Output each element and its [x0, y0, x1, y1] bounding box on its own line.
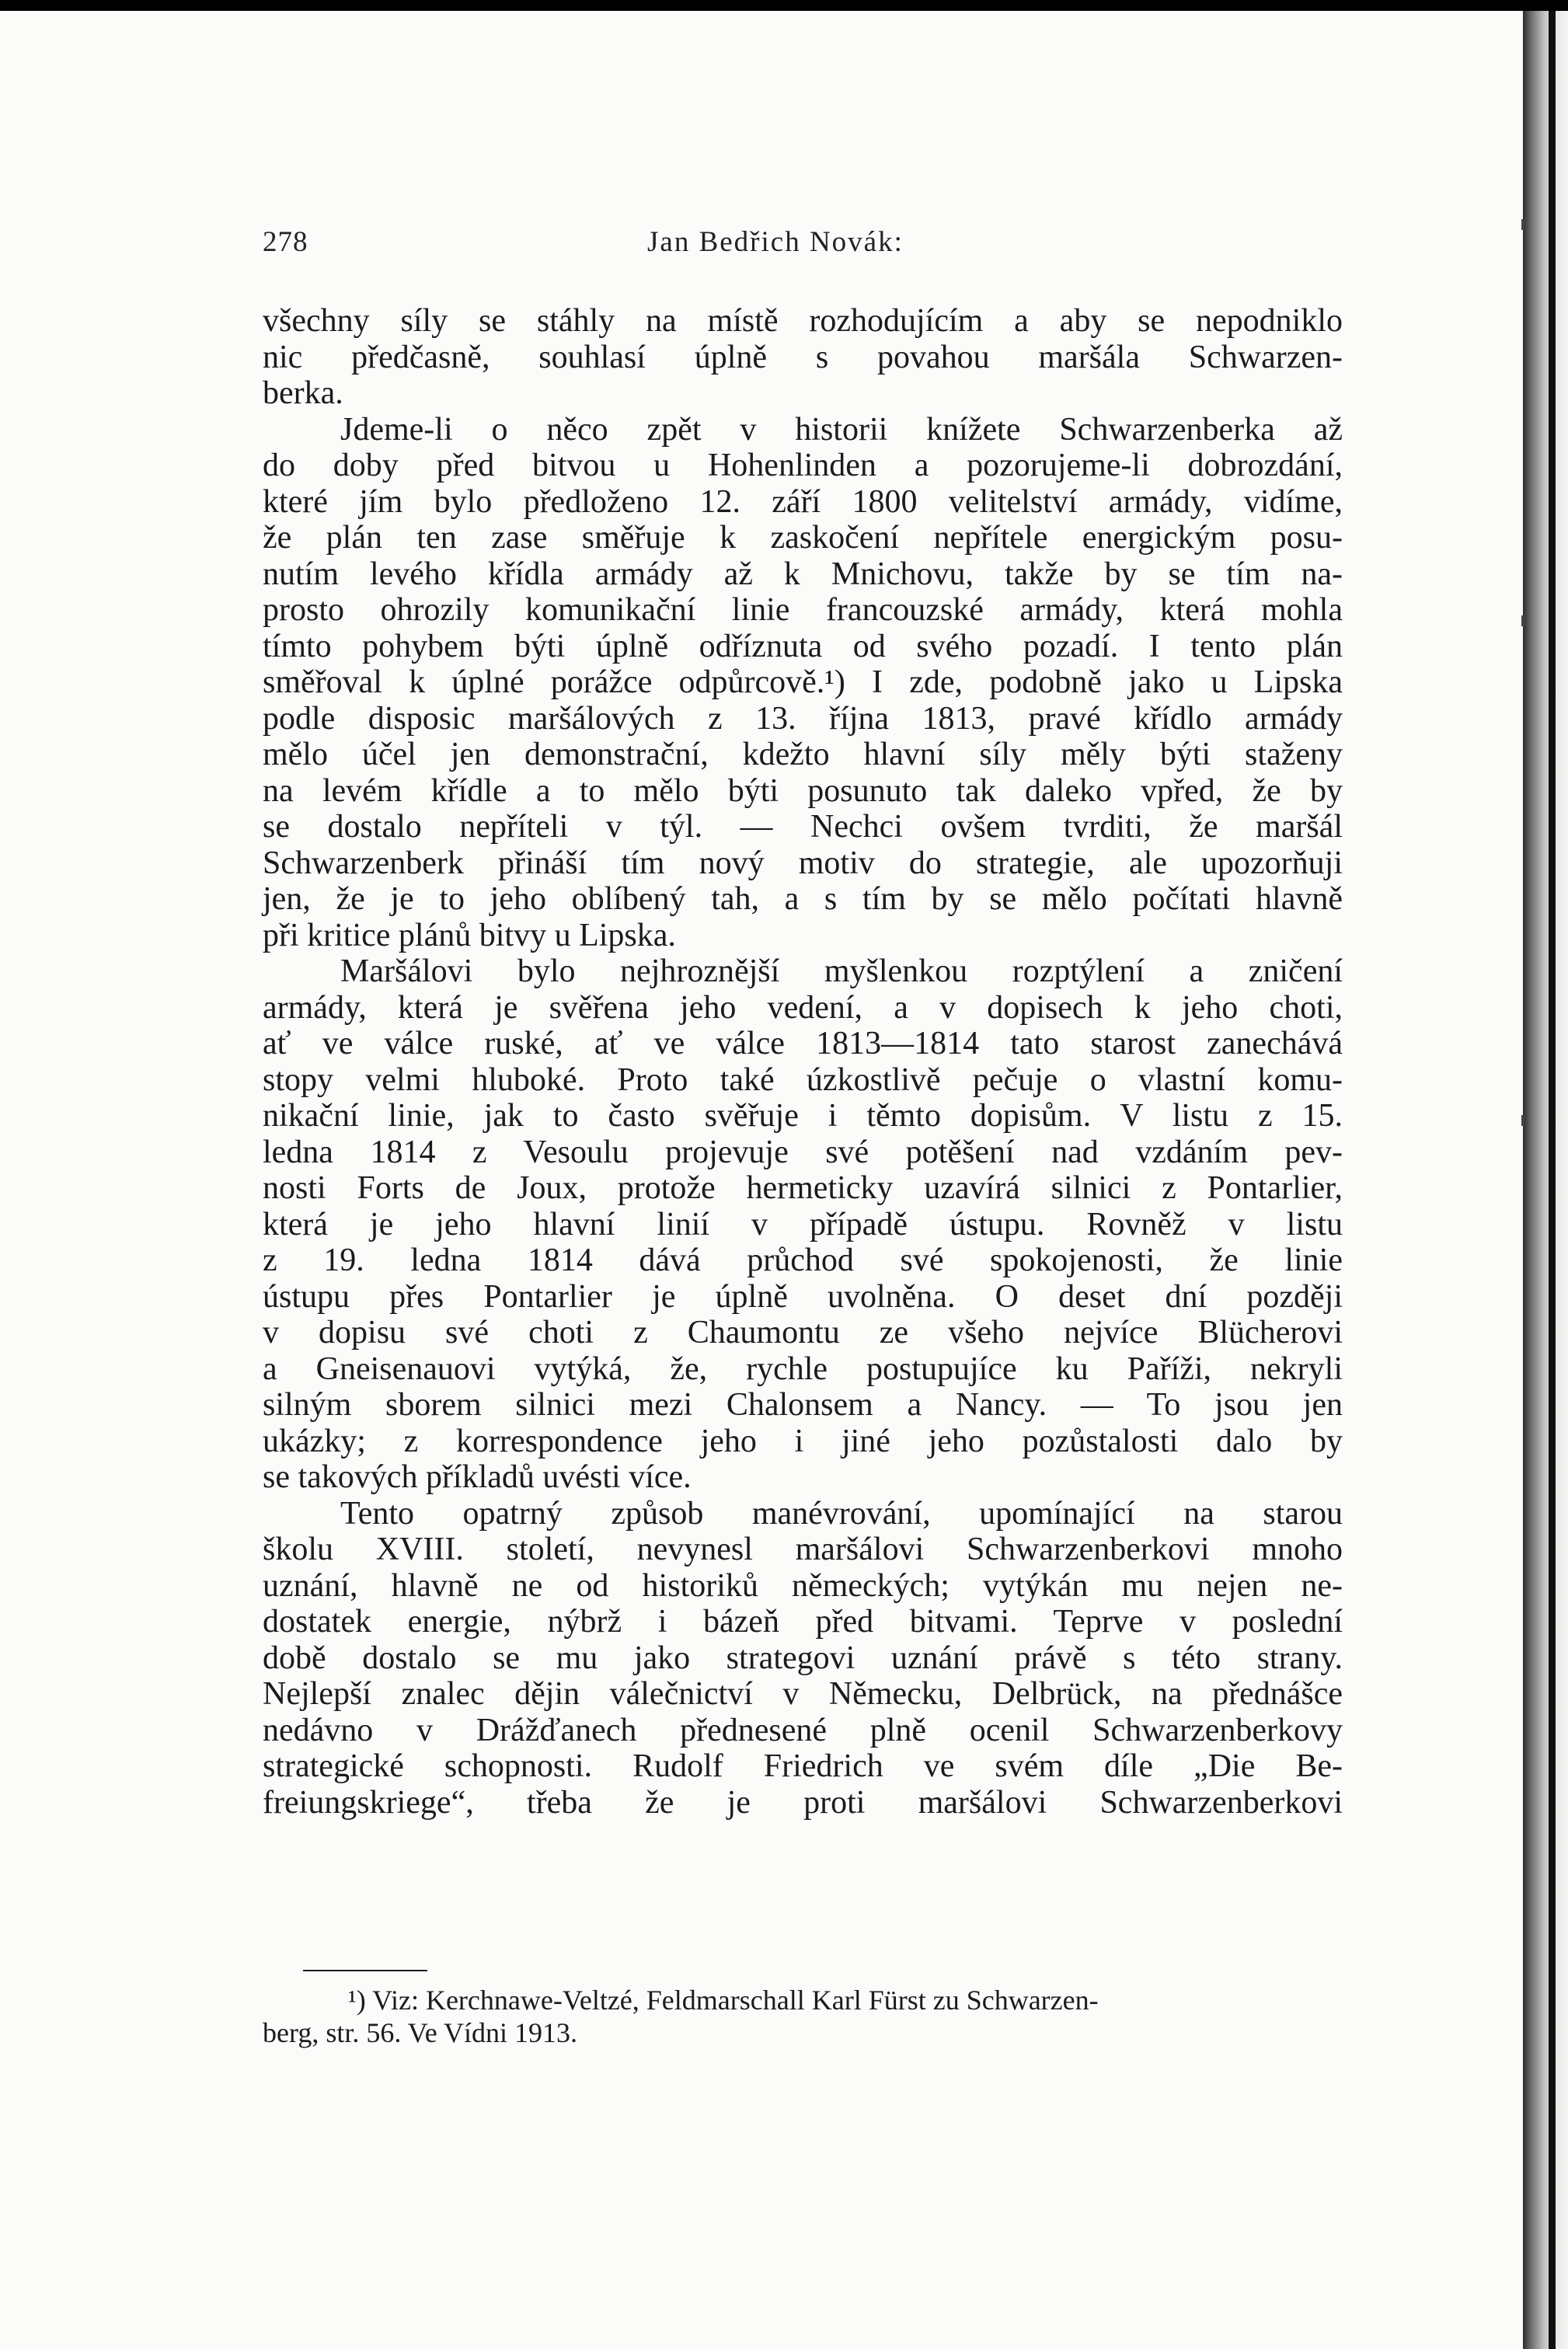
margin-mark	[1521, 219, 1524, 230]
text-line: dostatek energie, nýbrž i bázeň před bitvami. Teprve v poslední	[263, 1604, 1343, 1640]
binding-strip	[1549, 11, 1556, 2349]
text-line: nutím levého křídla armády až k Mnichovu, takže by se tím na-	[263, 556, 1343, 592]
footnote-divider	[303, 1970, 427, 1971]
text-line: do doby před bitvou u Hohenlinden a pozorujeme-li dobrozdání,	[263, 448, 1343, 483]
text-line: ledna 1814 z Vesoulu projevuje své potěšení nad vzdáním pev-	[263, 1134, 1343, 1170]
text-line: armády, která je svěřena jeho vedení, a v dopisech k jeho choti,	[263, 989, 1343, 1026]
text-line: strategické schopnosti. Rudolf Friedrich ve svém díle „Die Be-	[263, 1748, 1343, 1784]
text-line: která je jeho hlavní linií v případě ústupu. Rovněž v listu	[263, 1206, 1343, 1242]
paragraph-start: Maršálovi bylo nejhroznější myšlenkou rozptýlení a zničení	[340, 953, 1343, 989]
text-line: stopy velmi hluboké. Proto také úzkostlivě pečuje o vlastní komu-	[263, 1061, 1343, 1098]
text-line: freiungskriege“, třeba že je proti maršálovi Schwarzenberkovi	[263, 1784, 1343, 1821]
text-line: ať ve válce ruské, ať ve válce 1813—1814 tato starost zanechává	[263, 1026, 1343, 1061]
page-number: 278	[263, 226, 308, 258]
footnote-line: berg, str. 56. Ve Vídni 1913.	[263, 2017, 578, 2048]
text-line: nosti Forts de Joux, protože hermeticky uzavírá silnici z Pontarlier,	[263, 1170, 1343, 1206]
running-title: Jan Bedřich Novák:	[647, 226, 904, 258]
text-line: prosto ohrozily komunikační linie francouzské armády, která mohla	[263, 592, 1343, 628]
text-line: že plán ten zase směřuje k zaskočení nepřítele energickým posu-	[263, 520, 1343, 556]
text-line: mělo účel jen demonstrační, kdežto hlavní síly měly býti staženy	[263, 737, 1343, 772]
text-line: nikační linie, jak to často svěřuje i těmto dopisům. V listu z 15.	[263, 1098, 1343, 1134]
text-line: podle disposic maršálových z 13. října 1813, pravé křídlo armády	[263, 700, 1343, 737]
text-line: školu XVIII. století, nevynesl maršálovi Schwarzenberkovi mnoho	[263, 1532, 1343, 1567]
text-line: jen, že je to jeho oblíbený tah, a s tím by se mělo počítati hlavně	[263, 881, 1343, 917]
text-line: ukázky; z korrespondence jeho i jiné jeho pozůstalosti dalo by	[263, 1423, 1343, 1459]
text-line: ústupu přes Pontarlier je úplně uvolněna. O deset dní později	[263, 1278, 1343, 1315]
text-line: směřoval k úplné porážce odpůrcově.¹) I zde, podobně jako u Lipska	[263, 664, 1343, 700]
text-line: všechny síly se stáhly na místě rozhodujícím a aby se nepodniklo	[263, 303, 1343, 339]
text-line: a Gneisenauovi vytýká, že, rychle postupujíce ku Paříži, nekryli	[263, 1351, 1343, 1387]
page-edge-shadow	[1523, 11, 1568, 2349]
text-line: při kritice plánů bitvy u Lipska.	[263, 917, 676, 953]
margin-mark	[1521, 1115, 1524, 1126]
text-line: době dostalo se mu jako strategovi uznání právě s této strany.	[263, 1640, 1343, 1676]
text-line: silným sborem silnici mezi Chalonsem a Nancy. — To jsou jen	[263, 1387, 1343, 1423]
text-line: nedávno v Drážďanech přednesené plně ocenil Schwarzenberkovy	[263, 1712, 1343, 1748]
page-header	[263, 225, 1343, 264]
text-line: berka.	[263, 375, 343, 411]
body-text	[263, 303, 1343, 1821]
text-line: se takových příkladů uvésti více.	[263, 1459, 692, 1495]
paragraph-start: Tento opatrný způsob manévrování, upomínající na starou	[340, 1495, 1343, 1532]
text-line: Schwarzenberk přináší tím nový motiv do strategie, ale upozorňuji	[263, 845, 1343, 881]
text-line: tímto pohybem býti úplně odříznuta od svého pozadí. I tento plán	[263, 628, 1343, 664]
footnote-line: ¹) Viz: Kerchnawe-Veltzé, Feldmarschall Karl Fürst zu Schwarzen-	[348, 1985, 1099, 2016]
text-line: z 19. ledna 1814 dává průchod své spokojenosti, že linie	[263, 1242, 1343, 1278]
text-line: uznání, hlavně ne od historiků německých; vytýkán mu nejen ne-	[263, 1567, 1343, 1604]
paragraph-start: Jdeme-li o něco zpět v historii knížete Schwarzenberka až	[340, 411, 1343, 448]
text-line: v dopisu své choti z Chaumontu ze všeho nejvíce Blücherovi	[263, 1315, 1343, 1351]
text-line: nic předčasně, souhlasí úplně s povahou maršála Schwarzen-	[263, 339, 1343, 375]
text-line: na levém křídle a to mělo býti posunuto tak daleko vpřed, že by	[263, 772, 1343, 809]
text-line: se dostalo nepříteli v týl. — Nechci ovšem tvrditi, že maršál	[263, 809, 1343, 845]
text-line: Nejlepší znalec dějin válečnictví v Německu, Delbrück, na přednášce	[263, 1676, 1343, 1712]
margin-mark	[1521, 615, 1524, 626]
footnote	[263, 1984, 1343, 2049]
text-line: které jím bylo předloženo 12. září 1800 velitelství armády, vidíme,	[263, 483, 1343, 520]
